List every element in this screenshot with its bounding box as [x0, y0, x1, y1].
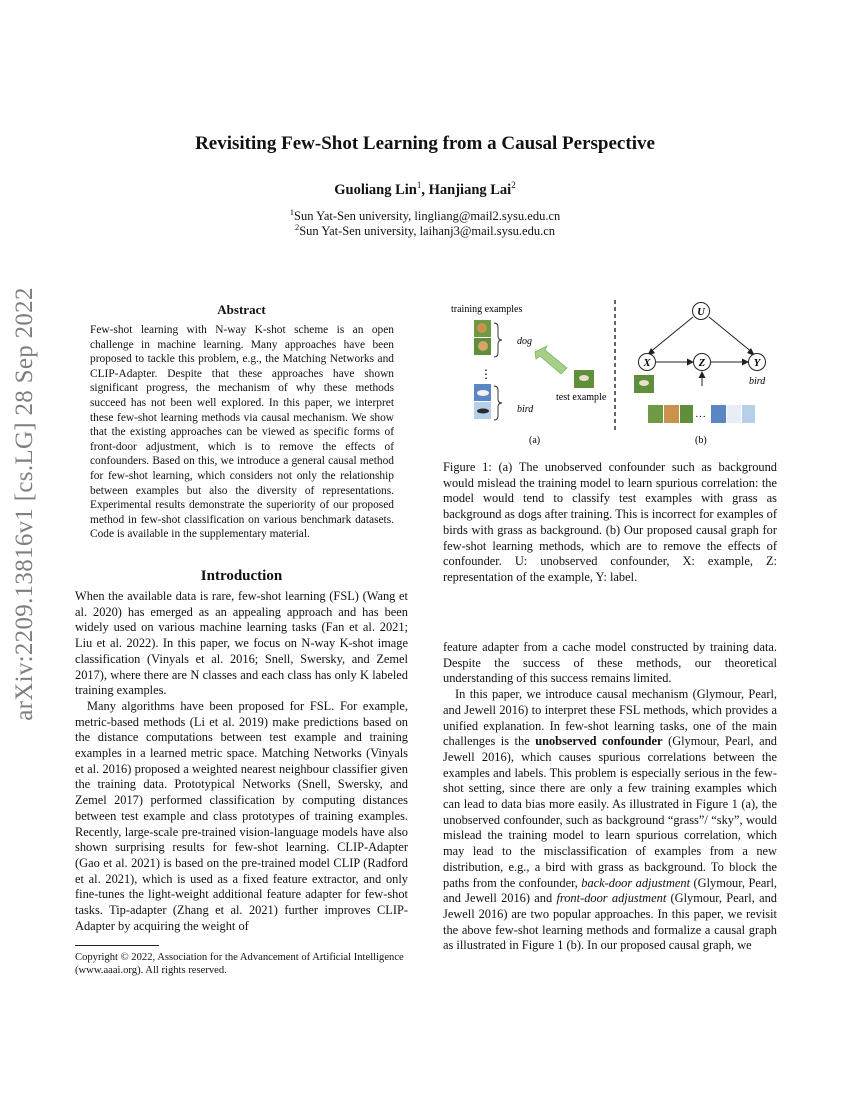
rp2-c: (Glymour, Pearl, and Jewell 2016) and — [443, 875, 777, 906]
node-x-label: X — [643, 358, 651, 369]
arrowhead-y2 — [742, 359, 749, 366]
edge-u-x — [649, 317, 693, 353]
abstract-body: Few-shot learning with N-way K-shot scheme is an open challenge in machine learning. Many approaches have been proposed to tackle this problem, e.g., the Matching Networks and CLIP-Adapter. Despite that these approaches have shown significant progress, the mechanism of why these methods succeed has not been well explored. In this paper, we interpret these few-shot learning methods via causal mechanism. We show that the existing approaches can be viewed as specific forms of front-door adjustment, which is to remove the effects of confounders. Based on this, we introduce a general causal method for few-shot learning, which considers not only the relationship between examples but also the diversity of representations. Experimental results demonstrate the superiority of our proposed method in few-shot classification on various benchmark datasets. Code is available in the supplementary material. — [90, 324, 394, 541]
bird-thumbnails — [474, 384, 491, 419]
x-example-subject — [639, 380, 649, 386]
left-column — [75, 589, 408, 934]
rp2-d: (Glymour, Pearl, and Jewell 2016) are two popular approaches. In this paper, we revisit the above few-shot learning methods and formalize a causal graph as illustrated in Figure 1 (b). In our proposed causal graph, we — [443, 891, 777, 953]
rp2-b: (Glymour, Pearl, and Jewell 2016), which causes spurious correlations between the examples and labels. This problem is especially serious in the few-shot setting, since there are only a few training examples which can lead to data bias more easily. As illustrated in Figure 1 (a), the unobserved confounder, such as background “grass”/ “sky”, would mislead the training model to learn spurious correlation, which may lead to the misclassification of examples from a new distribution, e.g., a bird with grass as background. To block the paths from the confounder, — [443, 734, 777, 890]
affil-2-sup: 2 — [294, 222, 300, 232]
rep-image — [727, 405, 741, 423]
copyright-footnote: Copyright © 2022, Association for the Advancement of Artificial Intelligence (www.aaai.org). All rights reserved. — [75, 952, 404, 976]
affil-1-text: Sun Yat-Sen university, lingliang@mail2.sysu.edu.cn — [294, 209, 561, 224]
intro-paragraph-1: When the available data is rare, few-shot learning (FSL) (Wang et al. 2020) has emerged as an appealing approach and has been widely used on various machine learning tasks (Fan et al. 2021; Liu et al. 2022). In this paper, we focus on N-way K-shot image classification (Vinyals et al. 2016; Snell, Swersky, and Zemel 2017), where there are N classes and each class has only K labeled training examples. — [75, 589, 408, 698]
affiliation-2 — [0, 222, 850, 239]
intro-paragraph-2: Many algorithms have been proposed for FSL. For example, metric-based methods (Li et al. 2019) make predictions based on the distance computations between test example and training examples in a learned metric space. Matching Networks (Vinyals et al. 2016) proposed a weighted nearest neighbour classifier given the training data. Prototypical Networks (Snell, Swersky, and Zemel 2017) performed classification by computing distances between test example and class prototypes of training examples. Recently, large-scale pre-trained vision-language models have also shown surprising results for few-shot learning. CLIP-Adapter (Gao et al. 2021) is based on the pre-trained model CLIP (Radford et al. 2021), which is used as a fixed feature extractor, and only fine-tunes the light-weight additional feature adapter for few-shot tasks. Tip-adapter (Zhang et al. 2021) further improves CLIP-Adapter by acquiring the weight of — [75, 698, 408, 933]
dog-brace — [494, 323, 502, 357]
panel-a-label: (a) — [529, 435, 541, 446]
abstract-heading: Abstract — [217, 302, 266, 317]
training-examples-label: training examples — [451, 304, 523, 315]
introduction-heading: Introduction — [200, 568, 283, 584]
rep-image — [648, 405, 663, 423]
rep-image — [742, 405, 755, 423]
paper-title: Revisiting Few-Shot Learning from a Causal Perspective — [195, 133, 655, 154]
arxiv-id: arXiv:2209.13816v1 [cs.LG] 28 Sep 2022 — [11, 287, 39, 721]
right-paragraph-1: feature adapter from a cache model constructed by training data. Despite the success of these methods, our theoretical understanding of this success remains limited. — [443, 640, 777, 686]
bird-image-subject — [477, 409, 489, 414]
dog-image-subject — [477, 323, 487, 333]
node-u-label: U — [697, 307, 705, 318]
rep-image — [711, 405, 726, 423]
bird-label-b: bird — [749, 376, 766, 387]
affil-2-text: Sun Yat-Sen university, laihanj3@mail.sysu.edu.cn — [299, 224, 556, 239]
rep-image — [680, 405, 693, 423]
author-2-sup: 2 — [511, 180, 516, 190]
right-paragraph-2 — [443, 687, 777, 954]
author-1-sup: 1 — [416, 180, 422, 190]
dog-image-subject — [478, 341, 488, 351]
arrowhead-z — [687, 359, 694, 366]
test-example-subject — [579, 375, 589, 381]
rep-image — [664, 405, 679, 423]
footnote-rule — [75, 945, 159, 946]
bird-brace — [494, 386, 502, 420]
right-column — [443, 640, 777, 954]
node-y-label: Y — [753, 358, 761, 369]
rp2-bold: unobserved confounder — [535, 734, 663, 749]
author-1: Guoliang Lin — [334, 181, 417, 198]
panel-b-label: (b) — [695, 435, 707, 446]
dog-label: dog — [517, 336, 532, 347]
test-example-label: test example — [556, 392, 607, 403]
arrowhead-z-up — [699, 371, 706, 378]
node-z-label: Z — [698, 358, 706, 369]
rp2-it1: back-door adjustment — [581, 875, 691, 890]
classify-arrow — [535, 346, 567, 374]
bird-label: bird — [517, 404, 534, 415]
dog-thumbnails — [474, 320, 491, 355]
affil-1-sup: 1 — [289, 207, 294, 217]
author-line: Guoliang Lin$^1$, Hanjiang Lai$^2$ — [334, 180, 516, 198]
figure-1 — [443, 296, 777, 452]
rp2-it2: front-door adjustment — [556, 891, 667, 906]
author-2: Hanjiang Lai — [428, 181, 512, 198]
rp2-a: In this paper, we introduce causal mechanism (Glymour, Pearl, and Jewell 2016) to interpret these FSL methods, which provides a unified explanation. In few-shot learning tasks, one of the main challenges is the — [443, 687, 777, 749]
edge-u-y — [709, 317, 753, 353]
figure-1-caption: Figure 1: (a) The unobserved confounder such as background would mislead the training model to learn spurious correlation: the model would tend to classify test examples with grass as background as dogs after training. This is incorrect for examples of birds with grass as background. (b) Our proposed causal graph for few-shot learning methods, which are to remove the effects of confounder. U: unobserved confounder, X: example, Z: representation of the example, Y: label. — [443, 460, 777, 584]
arxiv-side-stamp — [2, 287, 48, 721]
vertical-ellipsis: ⋮ — [480, 367, 492, 381]
horizontal-ellipsis: ··· — [695, 411, 706, 423]
bird-image-subject — [477, 390, 489, 396]
